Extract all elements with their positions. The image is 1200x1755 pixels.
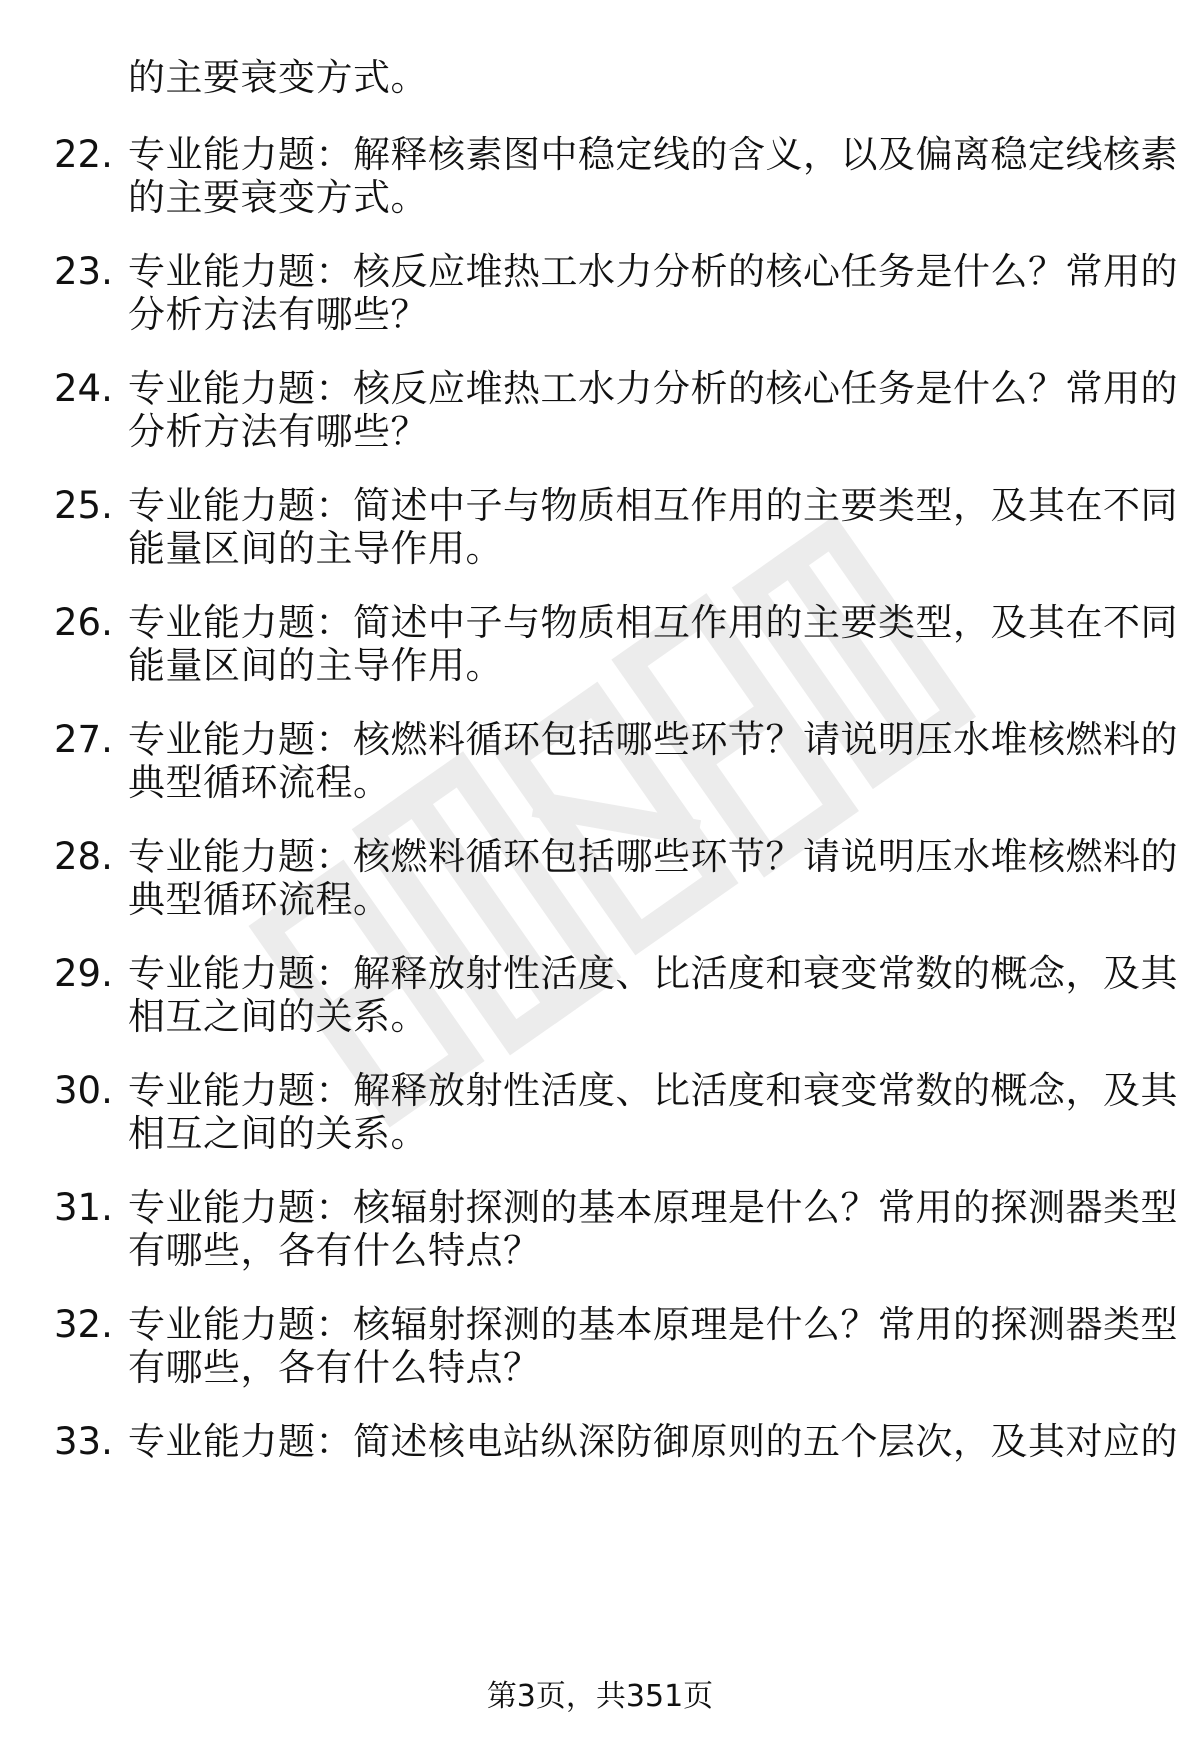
item-text-line1: 专业能力题：核燃料循环包括哪些环节？请说明压水堆核燃料的: [128, 718, 1178, 761]
item-number: 31.: [54, 1186, 113, 1229]
item-number: 33.: [54, 1420, 113, 1463]
page-number-footer: 第3页，共351页: [486, 1679, 714, 1714]
item-text-line2: 相互之间的关系。: [128, 1112, 428, 1155]
item-text-line2: 能量区间的主导作用。: [128, 527, 503, 570]
item-text-line2: 典型循环流程。: [128, 878, 391, 921]
item-text-line1: 专业能力题：核反应堆热工水力分析的核心任务是什么？常用的: [128, 250, 1178, 293]
item-text-line1: 专业能力题：解释核素图中稳定线的含义，以及偏离稳定线核素: [128, 133, 1178, 176]
item-text-line1: 专业能力题：核燃料循环包括哪些环节？请说明压水堆核燃料的: [128, 835, 1178, 878]
continuation-line: 的主要衰变方式。: [128, 56, 428, 99]
item-number: 25.: [54, 484, 113, 527]
item-number: 29.: [54, 952, 113, 995]
item-text-line2: 相互之间的关系。: [128, 995, 428, 1038]
item-text-line1: 专业能力题：核反应堆热工水力分析的核心任务是什么？常用的: [128, 367, 1178, 410]
item-text-line2: 有哪些，各有什么特点？: [128, 1346, 541, 1389]
item-number: 30.: [54, 1069, 113, 1112]
item-text-line1: 专业能力题：解释放射性活度、比活度和衰变常数的概念，及其: [128, 952, 1178, 995]
item-number: 23.: [54, 250, 113, 293]
item-text-line2: 有哪些，各有什么特点？: [128, 1229, 541, 1272]
item-text-line1: 专业能力题：解释放射性活度、比活度和衰变常数的概念，及其: [128, 1069, 1178, 1112]
item-number: 22.: [54, 133, 113, 176]
item-text-line2: 分析方法有哪些？: [128, 410, 428, 453]
item-number: 26.: [54, 601, 113, 644]
item-text-line2: 能量区间的主导作用。: [128, 644, 503, 687]
item-text-line2: 分析方法有哪些？: [128, 293, 428, 336]
item-text-line1: 专业能力题：简述核电站纵深防御原则的五个层次，及其对应的: [128, 1420, 1178, 1463]
item-text-line1: 专业能力题：简述中子与物质相互作用的主要类型，及其在不同: [128, 601, 1178, 644]
item-number: 32.: [54, 1303, 113, 1346]
item-number: 27.: [54, 718, 113, 761]
item-text-line1: 专业能力题：核辐射探测的基本原理是什么？常用的探测器类型: [128, 1186, 1178, 1229]
item-number: 24.: [54, 367, 113, 410]
item-text-line1: 专业能力题：简述中子与物质相互作用的主要类型，及其在不同: [128, 484, 1178, 527]
item-number: 28.: [54, 835, 113, 878]
item-text-line1: 专业能力题：核辐射探测的基本原理是什么？常用的探测器类型: [128, 1303, 1178, 1346]
item-text-line2: 的主要衰变方式。: [128, 176, 428, 219]
item-text-line2: 典型循环流程。: [128, 761, 391, 804]
